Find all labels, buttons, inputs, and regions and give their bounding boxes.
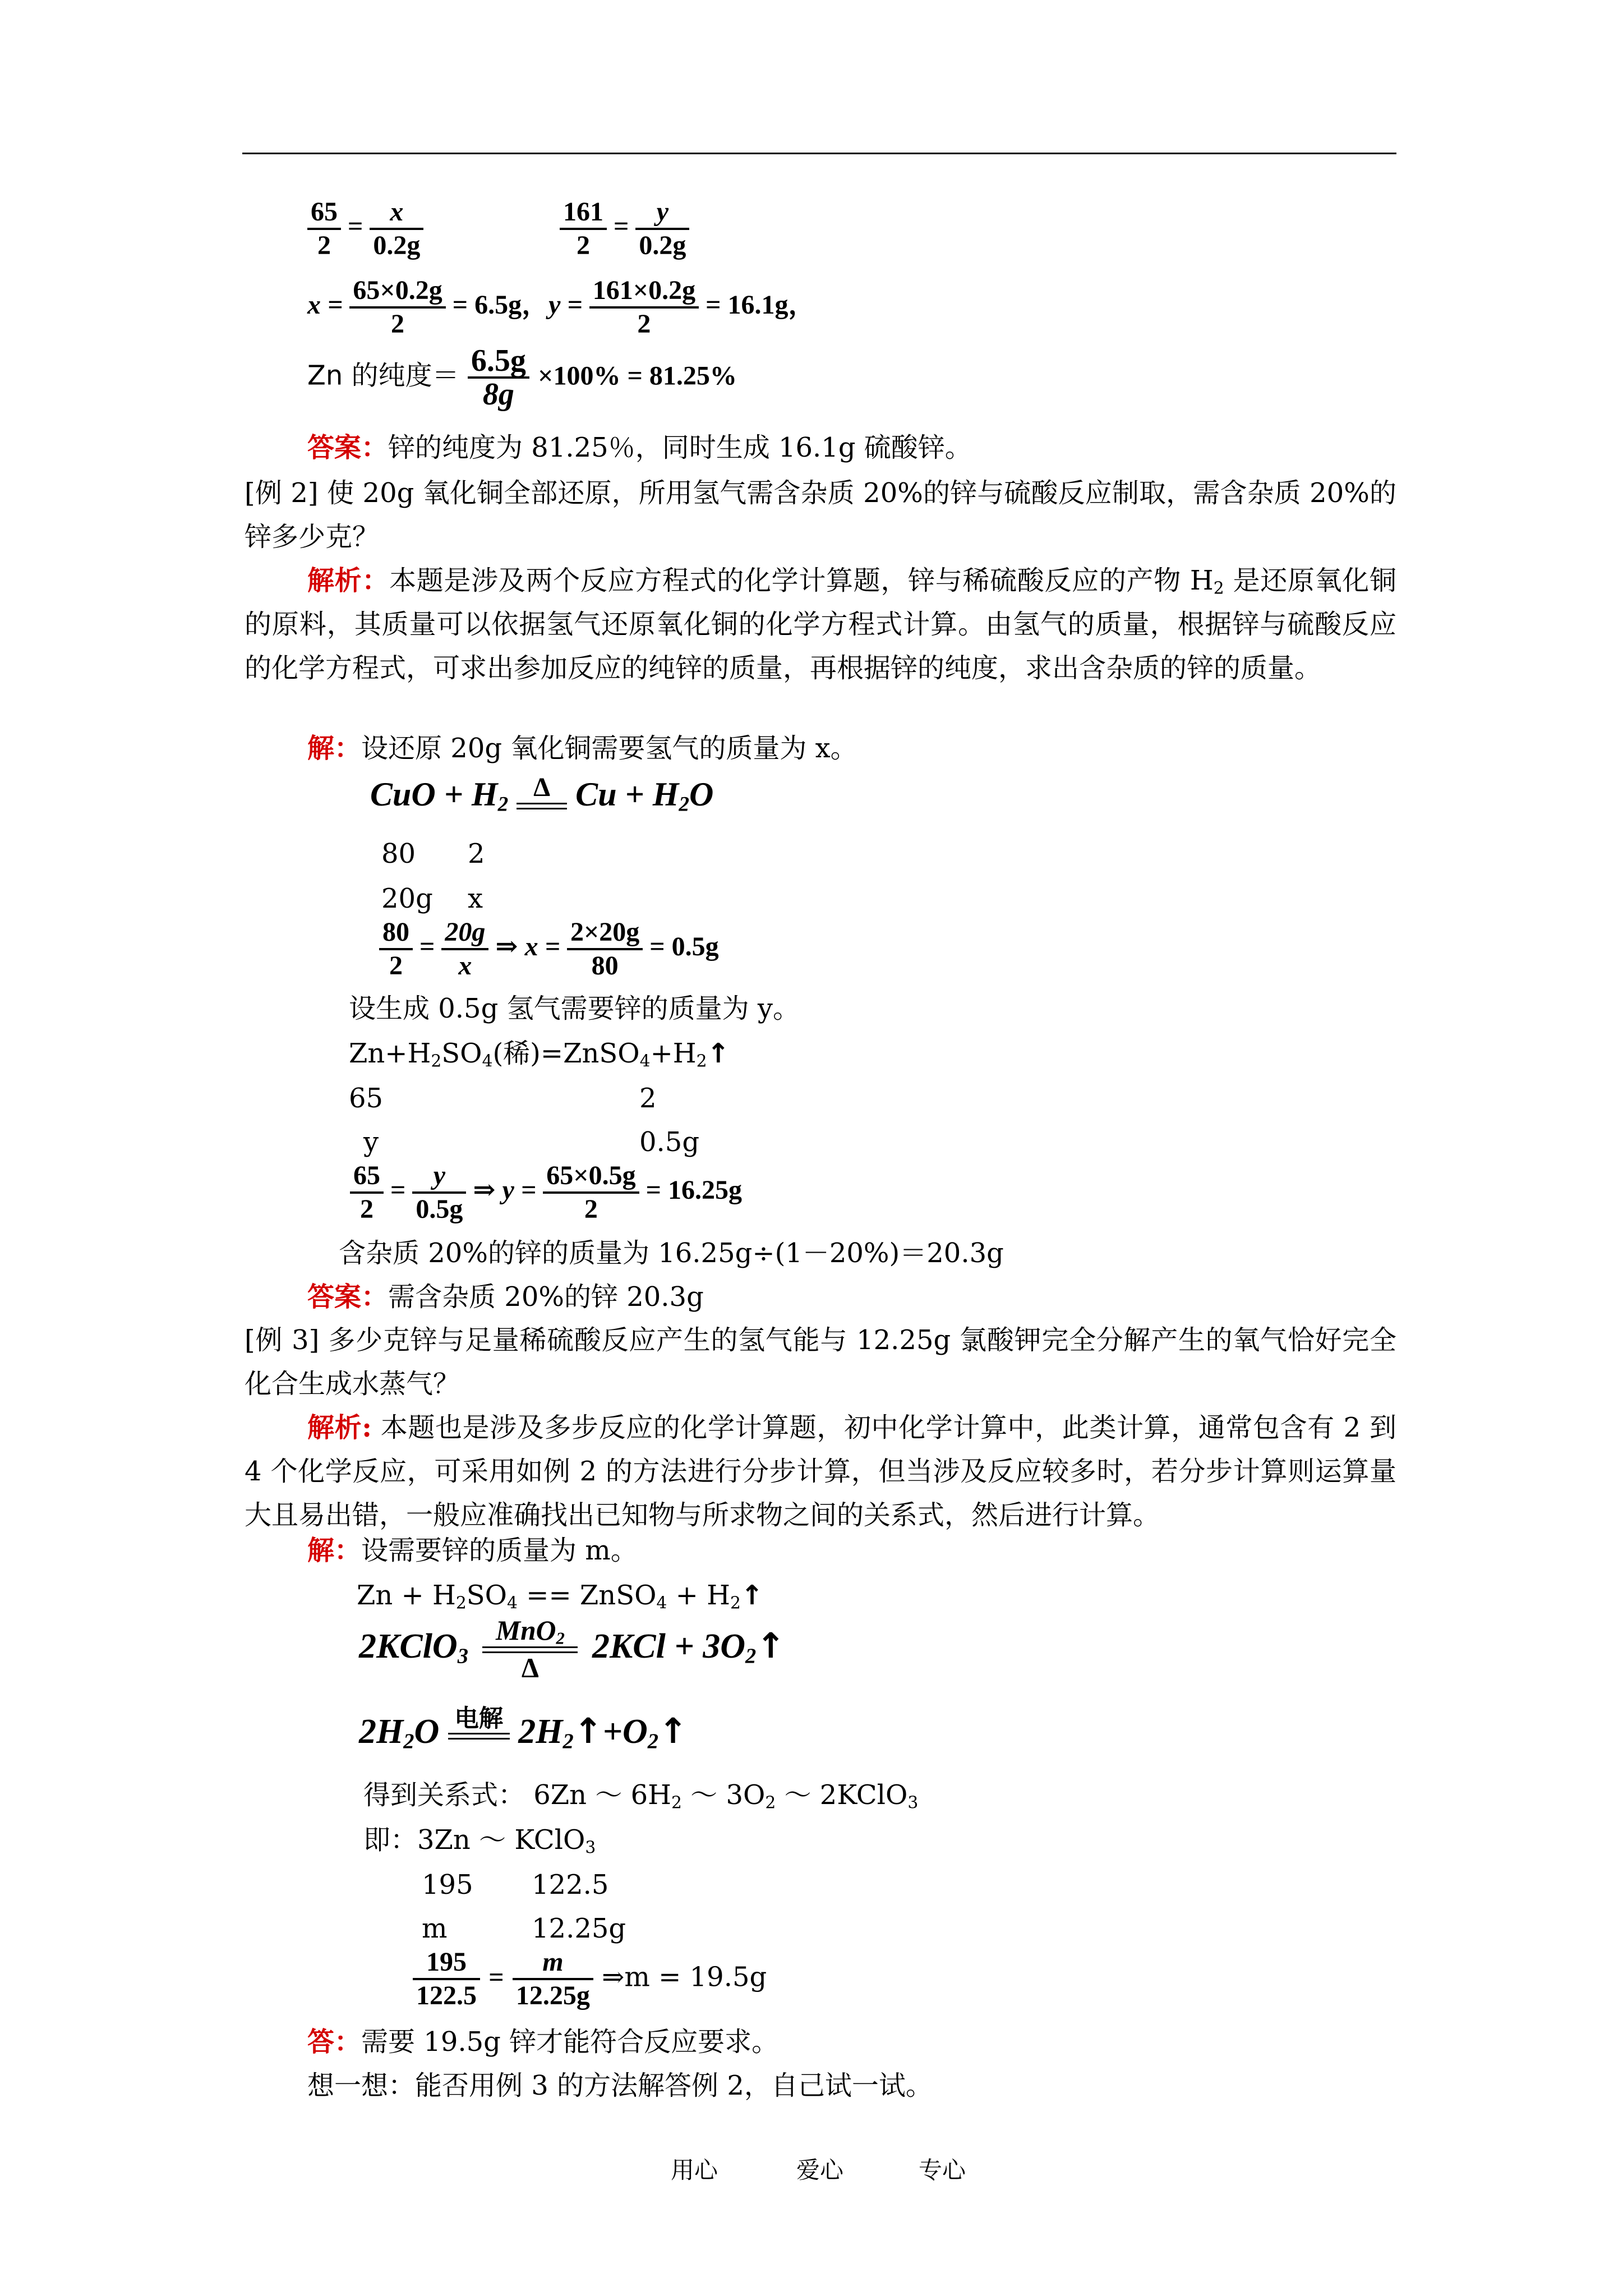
- set-zinc-mass: 设生成 0.5g 氢气需要锌的质量为 y。: [349, 993, 800, 1024]
- example-2-analysis: 解析：本题是涉及两个反应方程式的化学计算题，锌与稀硫酸反应的产物 $H_2$ 是还原氧化铜的原料，其质量可以依据氢气还原氧化铜的化学方程式计算。由氢气的质量，根据锌与硫酸反应的化学方程式，可求出参加反应的纯锌的质量，再根据锌的纯度，求出含杂质的锌的质量。: [245, 565, 1396, 684]
- think-prompt: 想一想：能否用例 3 的方法解答例 2，自己试一试。: [307, 2070, 933, 2101]
- example-3-solution-intro: 解：设需要锌的质量为 m。: [307, 1535, 638, 1566]
- ratio-row-2: 20g: [381, 883, 433, 914]
- ratio-row-2-b: x: [468, 883, 483, 914]
- footer-text-1: 用心: [671, 2156, 718, 2184]
- ratio-row-4: y: [363, 1126, 379, 1158]
- relation-formula: 得到关系式： 6Zn ～ $6H_2$ ～ $3O_2$ ～ 2KClO$_3$: [363, 1779, 919, 1813]
- example-2-solution-intro: 解：设还原 20g 氧化铜需要氢气的质量为 x。: [307, 733, 857, 764]
- ratio-row-5-b: 122.5: [532, 1869, 609, 1901]
- zinc-sulfuric-equation-2: $Zn + H_2SO_4$ == ZnSO$_4$ + $H_2↑$: [357, 1580, 764, 1613]
- ratio-row-1: 80: [381, 838, 416, 869]
- zn-purity: Zn 的纯度＝ $\frac{6.5g}{8g}$ ×100% = 81.25%: [307, 343, 737, 412]
- relation-simplified: 即：3Zn ～ KClO$_3$: [363, 1824, 596, 1858]
- water-electrolysis-equation: $2H_2O$ 电解 $2H_2↑+O_2↑$: [359, 1704, 688, 1754]
- zinc-sulfuric-equation: $Zn+H_2SO_4$(稀)$=ZnSO_4+H_2↑$: [349, 1038, 730, 1071]
- cuo-reduction-equation: CuO + $H_2$ Δ $Cu + H_2O$: [370, 772, 714, 816]
- ratio-row-1-b: 2: [468, 838, 485, 869]
- header-rule: [242, 153, 1396, 154]
- ratio-row-6: m: [422, 1913, 448, 1944]
- solve-m: $\frac{195}{122.5}$ = $\frac{m}{12.25g}$ ⇒m = 19.5g: [413, 1947, 767, 2012]
- ratio-row-5: 195: [422, 1869, 473, 1901]
- answer-1: 答案：锌的纯度为 81.25％，同时生成 16.1g 硫酸锌。: [307, 432, 972, 463]
- footer-text-3: 专心: [919, 2156, 966, 2184]
- answer-3: 答：需要 19.5g 锌才能符合反应要求。: [307, 2026, 779, 2058]
- solve-hydrogen-mass: $\frac{80}{2}$ = $\frac{20g}{x}$ ⇒ x = $\frac{2\times 20g}{80}$ = 0.5g: [379, 917, 719, 982]
- ratio-row-6-b: 12.25g: [532, 1913, 626, 1944]
- solve-x-y: x = $\frac{65\times 0.2g}{2}$ = 6.5g，y = $\frac{161\times 0.2g}{2}$ = 16.1g，: [307, 275, 815, 339]
- solve-zinc-mass: $\frac{65}{2}$ = $\frac{y}{0.5g}$ ⇒ y = $\frac{65\times 0.5g}{2}$ = 16.25g: [350, 1160, 742, 1225]
- impure-zinc-mass: 含杂质 20%的锌的质量为 16.25g÷(1－20%)＝20.3g: [339, 1237, 1004, 1269]
- ratio-row-3-b: 2: [639, 1083, 657, 1114]
- fraction-equation-y: $\frac{161}{2}$ = $\frac{y}{0.2g}$: [560, 196, 689, 261]
- ratio-row-4-b: 0.5g: [639, 1126, 700, 1158]
- ratio-row-3: 65: [349, 1083, 384, 1114]
- example-3-question: [例 3] 多少克锌与足量稀硫酸反应产生的氢气能与 12.25g 氯酸钾完全分解产生的氧气恰好完全化合生成水蒸气？: [245, 1324, 1396, 1400]
- kclo3-decomposition-equation: 2KClO$_3$ MnO$_2$ Δ $2KCl + 3O_2↑$: [359, 1615, 786, 1683]
- answer-2: 答案：需含杂质 20%的锌 20.3g: [307, 1281, 704, 1313]
- fraction-equation-x: $\frac{65}{2}$ = $\frac{x}{0.2g}$: [307, 196, 423, 261]
- example-2-question: [例 2] 使 20g 氧化铜全部还原，所用氢气需含杂质 20%的锌与硫酸反应制取，需含杂质 20%的锌多少克？: [245, 477, 1396, 553]
- example-3-analysis: 解析: 本题也是涉及多步反应的化学计算题，初中化学计算中，此类计算，通常包含有 2 到 4 个化学反应，可采用如例 2 的方法进行分步计算，但当涉及反应较多时，若分步计算则运算量大且易出错，一般应准确找出已知物与所求物之间的关系式，然后进行计算。: [245, 1412, 1396, 1531]
- footer-text-2: 爱心: [796, 2156, 844, 2184]
